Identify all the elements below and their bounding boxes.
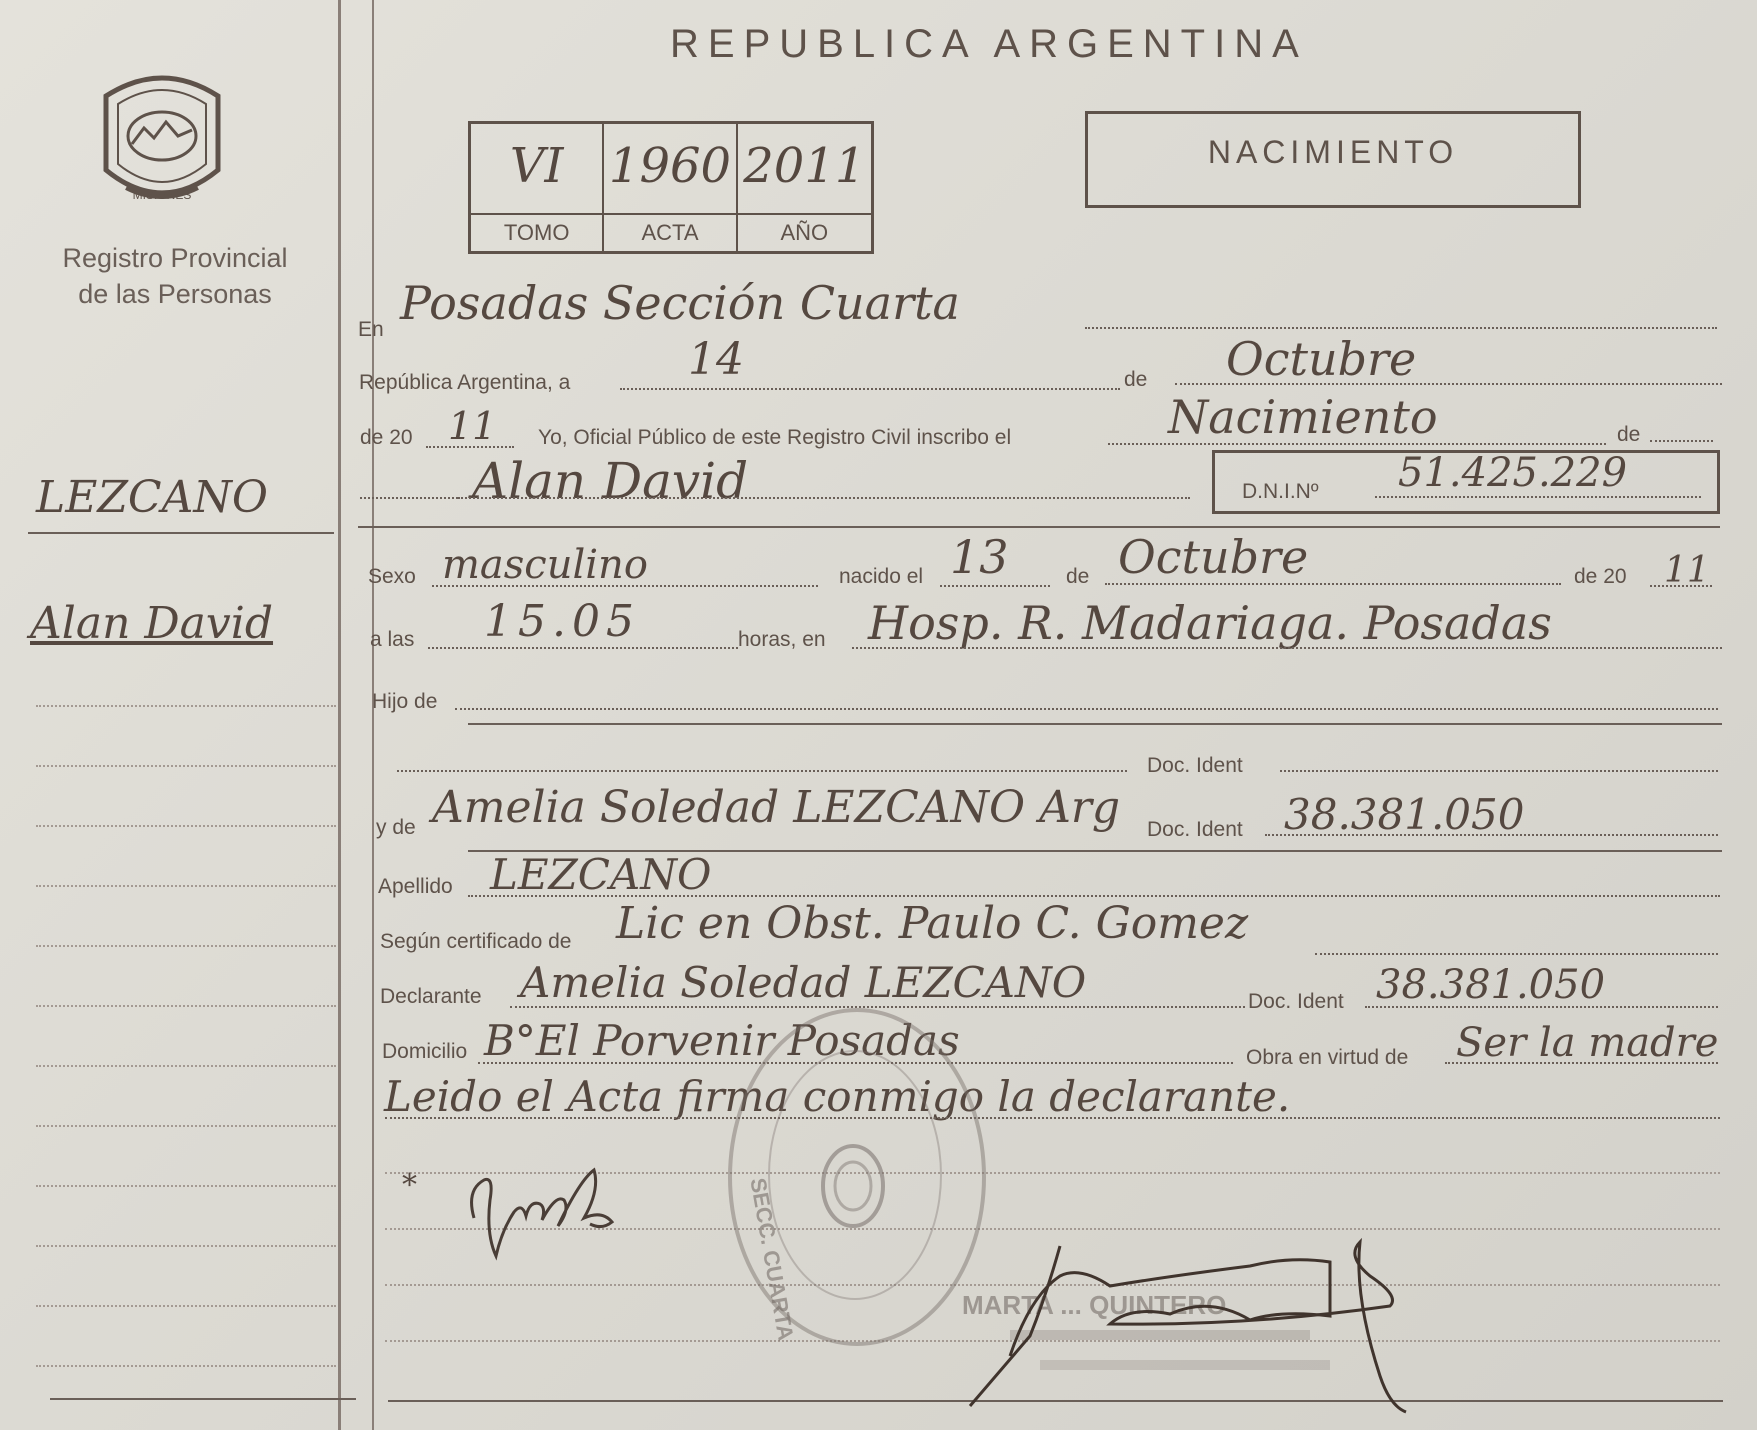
acta-value: 1960: [608, 138, 732, 194]
declarante-doc-label: Doc. Ident: [1248, 990, 1344, 1013]
year-suffix-line: [426, 446, 514, 448]
domicilio-value: B°El Porvenir Posadas: [484, 1016, 960, 1065]
form-left-border: [372, 0, 374, 1430]
seal-text: SECC. CUARTA: [745, 1176, 799, 1343]
sexo-value: masculino: [442, 542, 648, 588]
name-line: [458, 497, 1190, 499]
margin-given-names: Alan David: [30, 598, 274, 649]
certificado-line: [1315, 953, 1718, 955]
declarante-value: Amelia Soledad LEZCANO: [520, 958, 1087, 1007]
name-lead-line: [360, 497, 458, 499]
apellido-line: [468, 895, 1720, 897]
registry-line-1: Registro Provincial: [62, 243, 288, 273]
tomo-value-cell: [471, 124, 604, 215]
time-line: [428, 647, 738, 649]
birth-day-line: [940, 585, 1050, 587]
officer-signature: [950, 1236, 1410, 1416]
birth-month-value: Octubre: [1118, 530, 1309, 584]
margin-line: [36, 1125, 336, 1127]
margin-line: [36, 825, 336, 827]
event-value: Nacimiento: [1168, 390, 1438, 444]
leido-line: [385, 1117, 1720, 1119]
hijo-solid-line: [468, 723, 1722, 725]
margin-line: [36, 945, 336, 947]
leido-text: Leido el Acta firma conmigo la declarante.: [384, 1072, 1291, 1121]
person-name: Alan David: [472, 452, 749, 510]
segun-label: Según certificado de: [380, 930, 572, 953]
officer-name-stamp: MARTA ... QUINTERO: [962, 1290, 1227, 1320]
margin-line: [36, 1305, 336, 1307]
horas-label: horas, en: [738, 628, 826, 651]
nacido-label: nacido el: [839, 565, 924, 588]
country-title: REPUBLICA ARGENTINA: [670, 22, 1308, 66]
section-divider: [358, 526, 1720, 528]
margin-line: [36, 1185, 336, 1187]
seal-emblem-icon: [808, 1136, 898, 1236]
birth-place-line: [852, 647, 1722, 649]
doc-ident-label: Doc. Ident: [1147, 754, 1243, 777]
yo-label: Yo, Oficial Público de este Registro Civil inscribo el: [538, 426, 1012, 449]
margin-line: [36, 1005, 336, 1007]
event-line: [1108, 443, 1606, 445]
hijo-label: Hijo de: [372, 690, 438, 713]
apellido-label: Apellido: [378, 875, 453, 898]
certificado-value: Lic en Obst. Paulo C. Gomez: [616, 898, 1249, 949]
birth-year-line: [1650, 585, 1712, 587]
declarante-doc-line: [1365, 1006, 1718, 1008]
sexo-label: Sexo: [368, 565, 416, 588]
margin-surname: LEZCANO: [36, 472, 268, 523]
month-line: [1175, 383, 1722, 385]
apellido-value: LEZCANO: [490, 850, 712, 899]
domicilio-label: Domicilio: [382, 1040, 468, 1063]
de-label: de: [1124, 368, 1148, 391]
republica-label: República Argentina, a: [359, 371, 571, 394]
de20-label-2: de 20: [1574, 565, 1627, 588]
dni-line: [1375, 496, 1701, 498]
mother-doc-label: Doc. Ident: [1147, 818, 1243, 841]
act-type-box: [1085, 111, 1581, 208]
anio-value-cell: [738, 124, 871, 215]
margin-surname-line: [28, 532, 334, 534]
de20-label: de 20: [360, 426, 413, 449]
de-line-2: [1650, 440, 1713, 442]
tomo-label: TOMO: [471, 215, 604, 251]
act-type: NACIMIENTO: [1207, 134, 1459, 170]
place-line: [1085, 327, 1717, 329]
anio-value: 2011: [743, 138, 866, 194]
birth-day-value: 13: [950, 530, 1009, 584]
left-column-divider: [338, 0, 341, 1430]
year-suffix-value: 11: [448, 404, 497, 448]
margin-line: [36, 1245, 336, 1247]
dni-label: D.N.I.Nº: [1242, 480, 1319, 503]
margin-line: [36, 1365, 336, 1367]
misiones-coat-of-arms-logo: [96, 66, 228, 216]
yde-label: y de: [376, 816, 416, 839]
logo-text: MISIONES: [132, 188, 192, 202]
obra-line: [1445, 1062, 1718, 1064]
margin-line: [36, 885, 336, 887]
father-name-line: [397, 770, 1127, 772]
margin-line: [36, 765, 336, 767]
margin-line: [36, 705, 336, 707]
record-id-table: [468, 121, 874, 254]
hijo-line: [455, 708, 1718, 710]
place-value: Posadas Sección Cuarta: [400, 276, 960, 330]
declarante-label: Declarante: [380, 985, 482, 1008]
day-line: [620, 388, 1120, 390]
mother-doc-value: 38.381.050: [1284, 790, 1525, 839]
registry-name: [40, 240, 310, 312]
father-doc-line: [1280, 770, 1718, 772]
alas-label: a las: [370, 628, 415, 651]
asterisk-mark: *: [402, 1168, 417, 1203]
margin-bottom-line: [50, 1398, 356, 1400]
birth-place-value: Hosp. R. Madariaga. Posadas: [868, 596, 1552, 650]
margin-line: [36, 1065, 336, 1067]
day-value: 14: [688, 334, 744, 385]
declarante-line: [510, 1006, 1245, 1008]
birth-month-line: [1105, 583, 1561, 585]
obra-label: Obra en virtud de: [1246, 1046, 1409, 1069]
sexo-line: [432, 585, 818, 587]
tomo-value: VI: [509, 138, 564, 194]
acta-value-cell: [604, 124, 737, 215]
declarant-signature: [460, 1160, 640, 1270]
dni-value: 51.425.229: [1398, 450, 1628, 496]
anio-label: AÑO: [780, 220, 829, 245]
registry-line-2: de las Personas: [78, 279, 272, 309]
birth-year-suffix: 11: [1664, 550, 1710, 591]
en-label: En: [358, 318, 384, 341]
declarante-doc-value: 38.381.050: [1376, 962, 1606, 1008]
acta-label: ACTA: [604, 215, 737, 251]
de-label-2: de: [1617, 423, 1641, 446]
obra-value: Ser la madre: [1456, 1020, 1719, 1066]
time-value: 15.05: [484, 596, 640, 647]
mother-doc-line: [1265, 834, 1718, 836]
mother-name: Amelia Soledad LEZCANO Arg: [432, 782, 1121, 833]
month-value: Octubre: [1226, 332, 1417, 386]
de-label-3: de: [1066, 565, 1090, 588]
